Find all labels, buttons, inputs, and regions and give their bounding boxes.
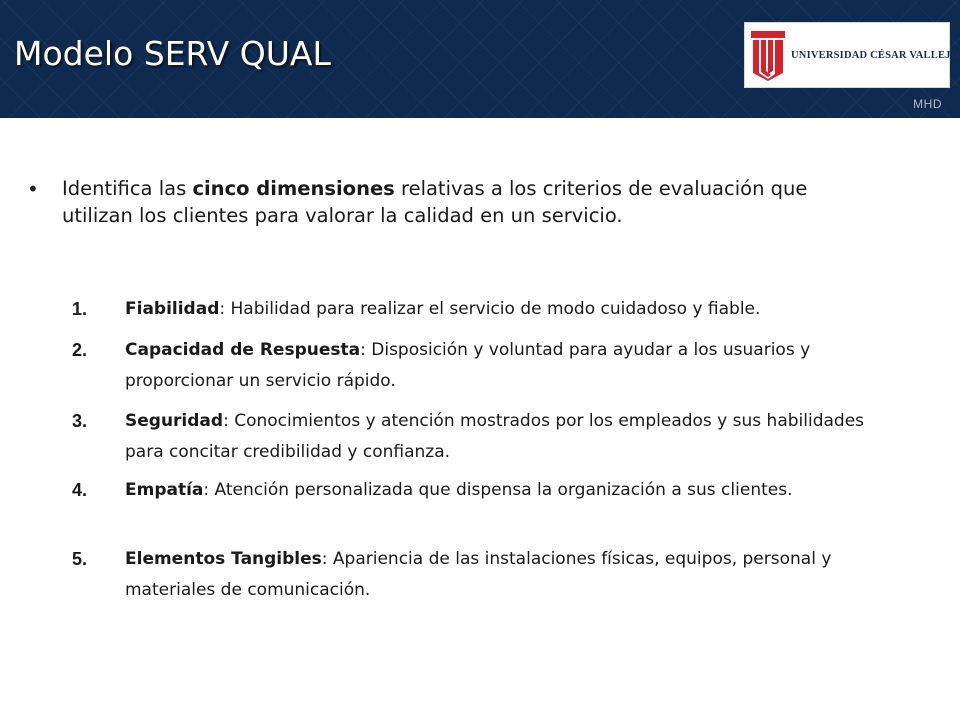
list-item-term: Seguridad — [125, 411, 224, 431]
list-item-description: Conocimientos y atención mostrados por los empleados y sus habilidades para concitar credibilidad y confianza. — [125, 411, 865, 462]
list-item-term: Empatía — [125, 480, 204, 500]
list-item-separator: : — [360, 340, 372, 360]
university-shield-icon — [751, 31, 785, 81]
list-item-body — [125, 294, 885, 325]
list-item-term: Capacidad de Respuesta — [125, 340, 361, 360]
list-item-separator: : — [219, 299, 231, 319]
list-item-index: 1. — [72, 299, 88, 319]
list-item-body — [125, 406, 885, 468]
intro-text-after: relativas a los criterios de evaluación que utilizan los clientes para valorar la calidad en un servicio. — [62, 177, 808, 227]
list-item-body — [125, 475, 885, 506]
slide-header — [0, 0, 960, 118]
author-tag: MHD — [913, 97, 942, 111]
list-item-index: 4. — [72, 480, 88, 500]
slide-title: Modelo SERV QUAL — [14, 34, 331, 73]
list-item-body — [125, 335, 885, 397]
list-item-index: 2. — [72, 340, 88, 360]
list-item-term: Fiabilidad — [125, 299, 220, 319]
list-item-term: Elementos Tangibles — [125, 549, 322, 569]
intro-text — [62, 175, 832, 229]
list-item-body — [125, 544, 885, 606]
list-item-separator: : — [203, 480, 215, 500]
list-item-separator: : — [321, 549, 333, 569]
list-item-separator: : — [223, 411, 235, 431]
bullet-dot-icon: • — [27, 177, 39, 201]
university-logo — [744, 22, 959, 88]
list-item-index: 3. — [72, 411, 88, 431]
list-item-description: Atención personalizada que dispensa la organización a sus clientes. — [214, 480, 793, 500]
list-item-description: Habilidad para realizar el servicio de modo cuidadoso y fiable. — [230, 299, 761, 319]
intro-text-before: Identifica las — [62, 177, 193, 200]
list-item-description: Disposición y voluntad para ayudar a los usuarios y proporcionar un servicio rápido. — [125, 340, 811, 391]
list-item-index: 5. — [72, 549, 88, 569]
list-item-description: Apariencia de las instalaciones físicas, equipos, personal y materiales de comunicación. — [125, 549, 832, 600]
intro-text-bold: cinco dimensiones — [192, 177, 395, 200]
university-logo-text: UNIVERSIDAD CÉSAR VALLEJO — [791, 50, 959, 61]
slide-content — [0, 118, 960, 720]
